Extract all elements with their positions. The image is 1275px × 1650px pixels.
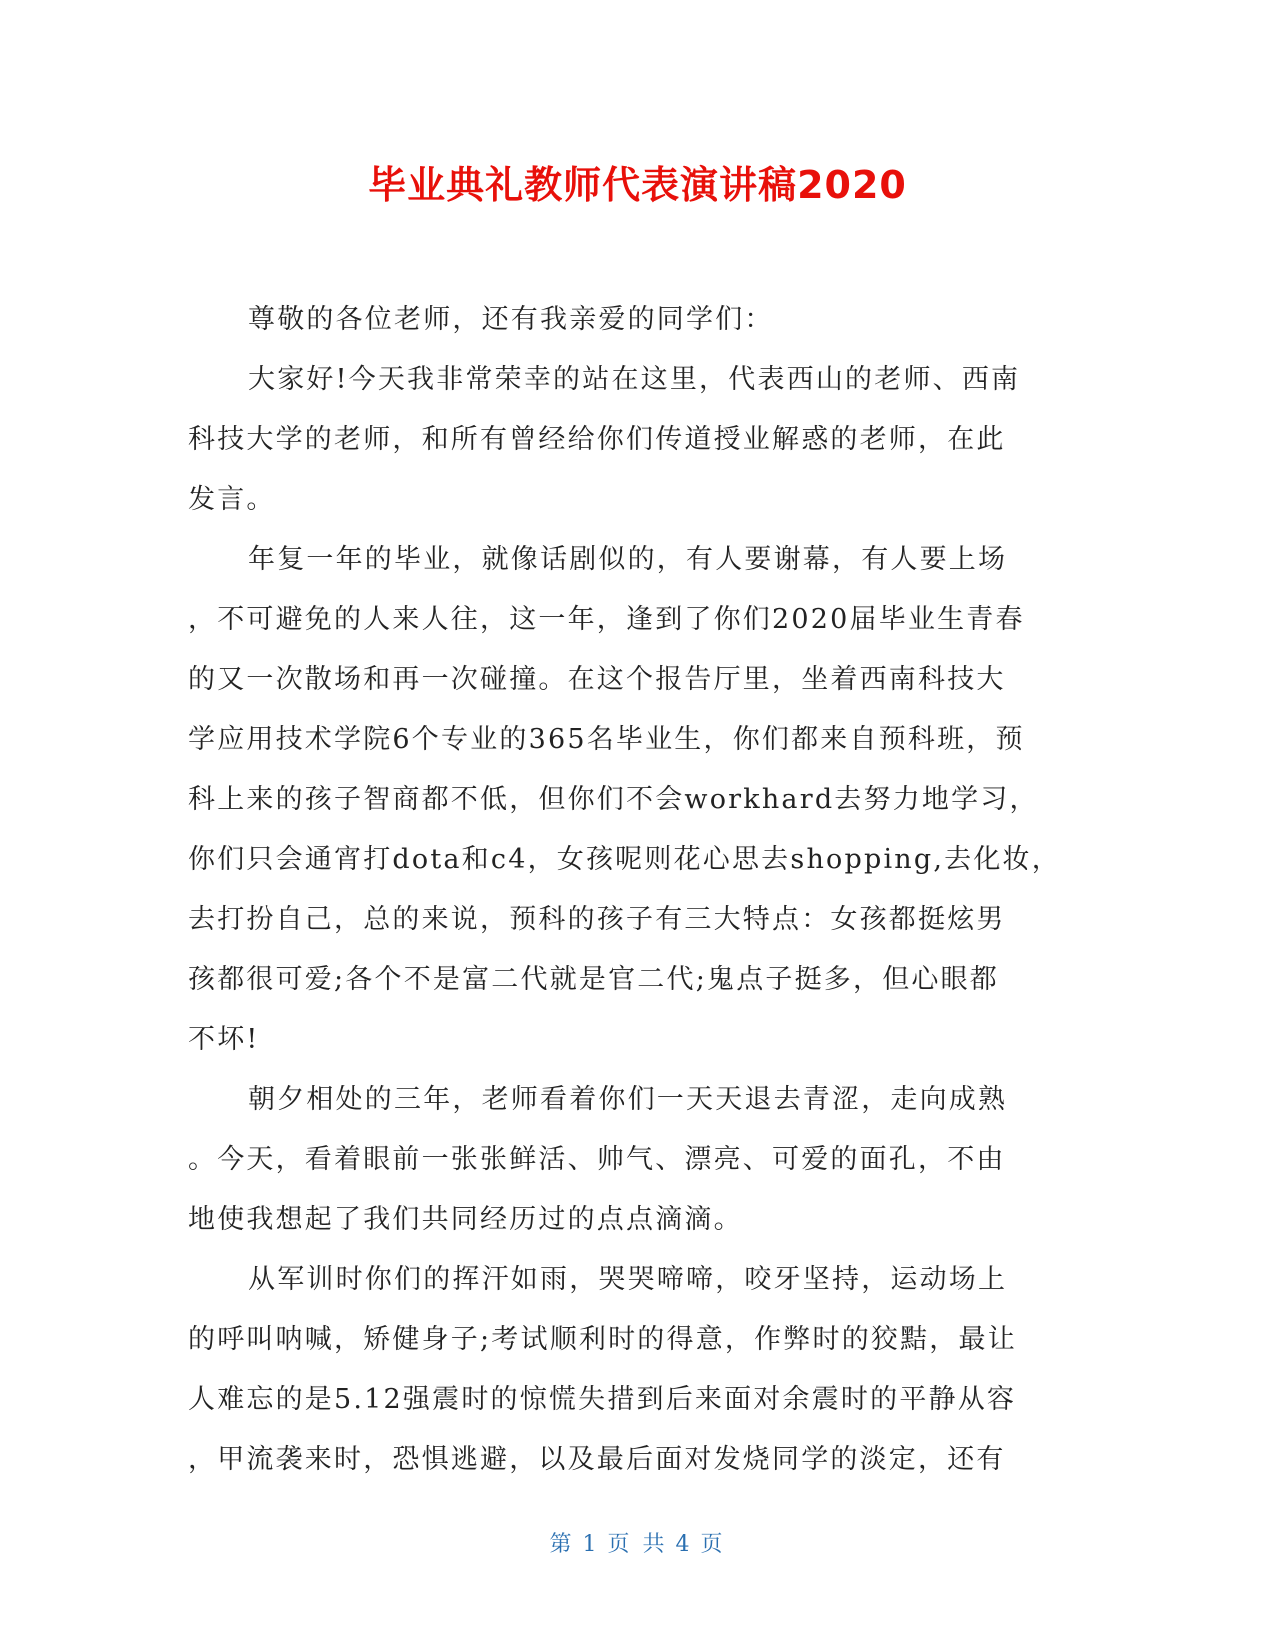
text-line: 年复一年的毕业，就像话剧似的，有人要谢幕，有人要上场 xyxy=(248,544,1008,575)
text-line: 你们只会通宵打dota和c4，女孩呢则花心思去shopping,去化妆， xyxy=(188,844,1061,875)
text-line: 学应用技术学院6个专业的365名毕业生，你们都来自预科班，预 xyxy=(188,724,1025,755)
footer-prefix: 第 xyxy=(549,1532,575,1557)
footer-middle: 页 共 xyxy=(607,1532,668,1557)
text-line: 地使我想起了我们共同经历过的点点滴滴。 xyxy=(188,1204,743,1235)
page-number-footer xyxy=(0,1530,1275,1560)
footer-suffix: 页 xyxy=(700,1532,726,1557)
text-line: 不坏! xyxy=(188,1024,260,1055)
text-line: 科技大学的老师，和所有曾经给你们传道授业解惑的老师，在此 xyxy=(188,424,1006,455)
text-line: 从军训时你们的挥汗如雨，哭哭啼啼，咬牙坚持，运动场上 xyxy=(248,1264,1008,1295)
text-line: ，不可避免的人来人往，这一年，逢到了你们2020届毕业生青春 xyxy=(188,604,1025,635)
text-line: 孩都很可爱;各个不是富二代就是官二代;鬼点子挺多，但心眼都 xyxy=(188,964,999,995)
text-line: 人难忘的是5.12强震时的惊慌失措到后来面对余震时的平静从容 xyxy=(188,1384,1017,1415)
text-line: 大家好!今天我非常荣幸的站在这里，代表西山的老师、西南 xyxy=(248,364,1021,395)
text-line: 发言。 xyxy=(188,484,276,515)
footer-total-pages: 4 xyxy=(675,1532,693,1557)
document-body xyxy=(188,290,1068,1490)
text-line: ，甲流袭来时，恐惧逃避，以及最后面对发烧同学的淡定，还有 xyxy=(188,1444,1006,1475)
text-line: 朝夕相处的三年，老师看着你们一天天退去青涩，走向成熟 xyxy=(248,1084,1008,1115)
text-line: 科上来的孩子智商都不低，但你们不会workhard去努力地学习， xyxy=(188,784,1039,815)
document-title: 毕业典礼教师代表演讲稿2020 xyxy=(368,163,907,207)
footer-current-page: 1 xyxy=(582,1532,600,1557)
text-line: 。今天，看着眼前一张张鲜活、帅气、漂亮、可爱的面孔，不由 xyxy=(188,1144,1006,1175)
text-line: 尊敬的各位老师，还有我亲爱的同学们： xyxy=(248,304,774,335)
text-line: 去打扮自己，总的来说，预科的孩子有三大特点：女孩都挺炫男 xyxy=(188,904,1006,935)
text-line: 的又一次散场和再一次碰撞。在这个报告厅里，坐着西南科技大 xyxy=(188,664,1006,695)
text-line: 的呼叫呐喊，矫健身子;考试顺利时的得意，作弊时的狡黠，最让 xyxy=(188,1324,1017,1355)
